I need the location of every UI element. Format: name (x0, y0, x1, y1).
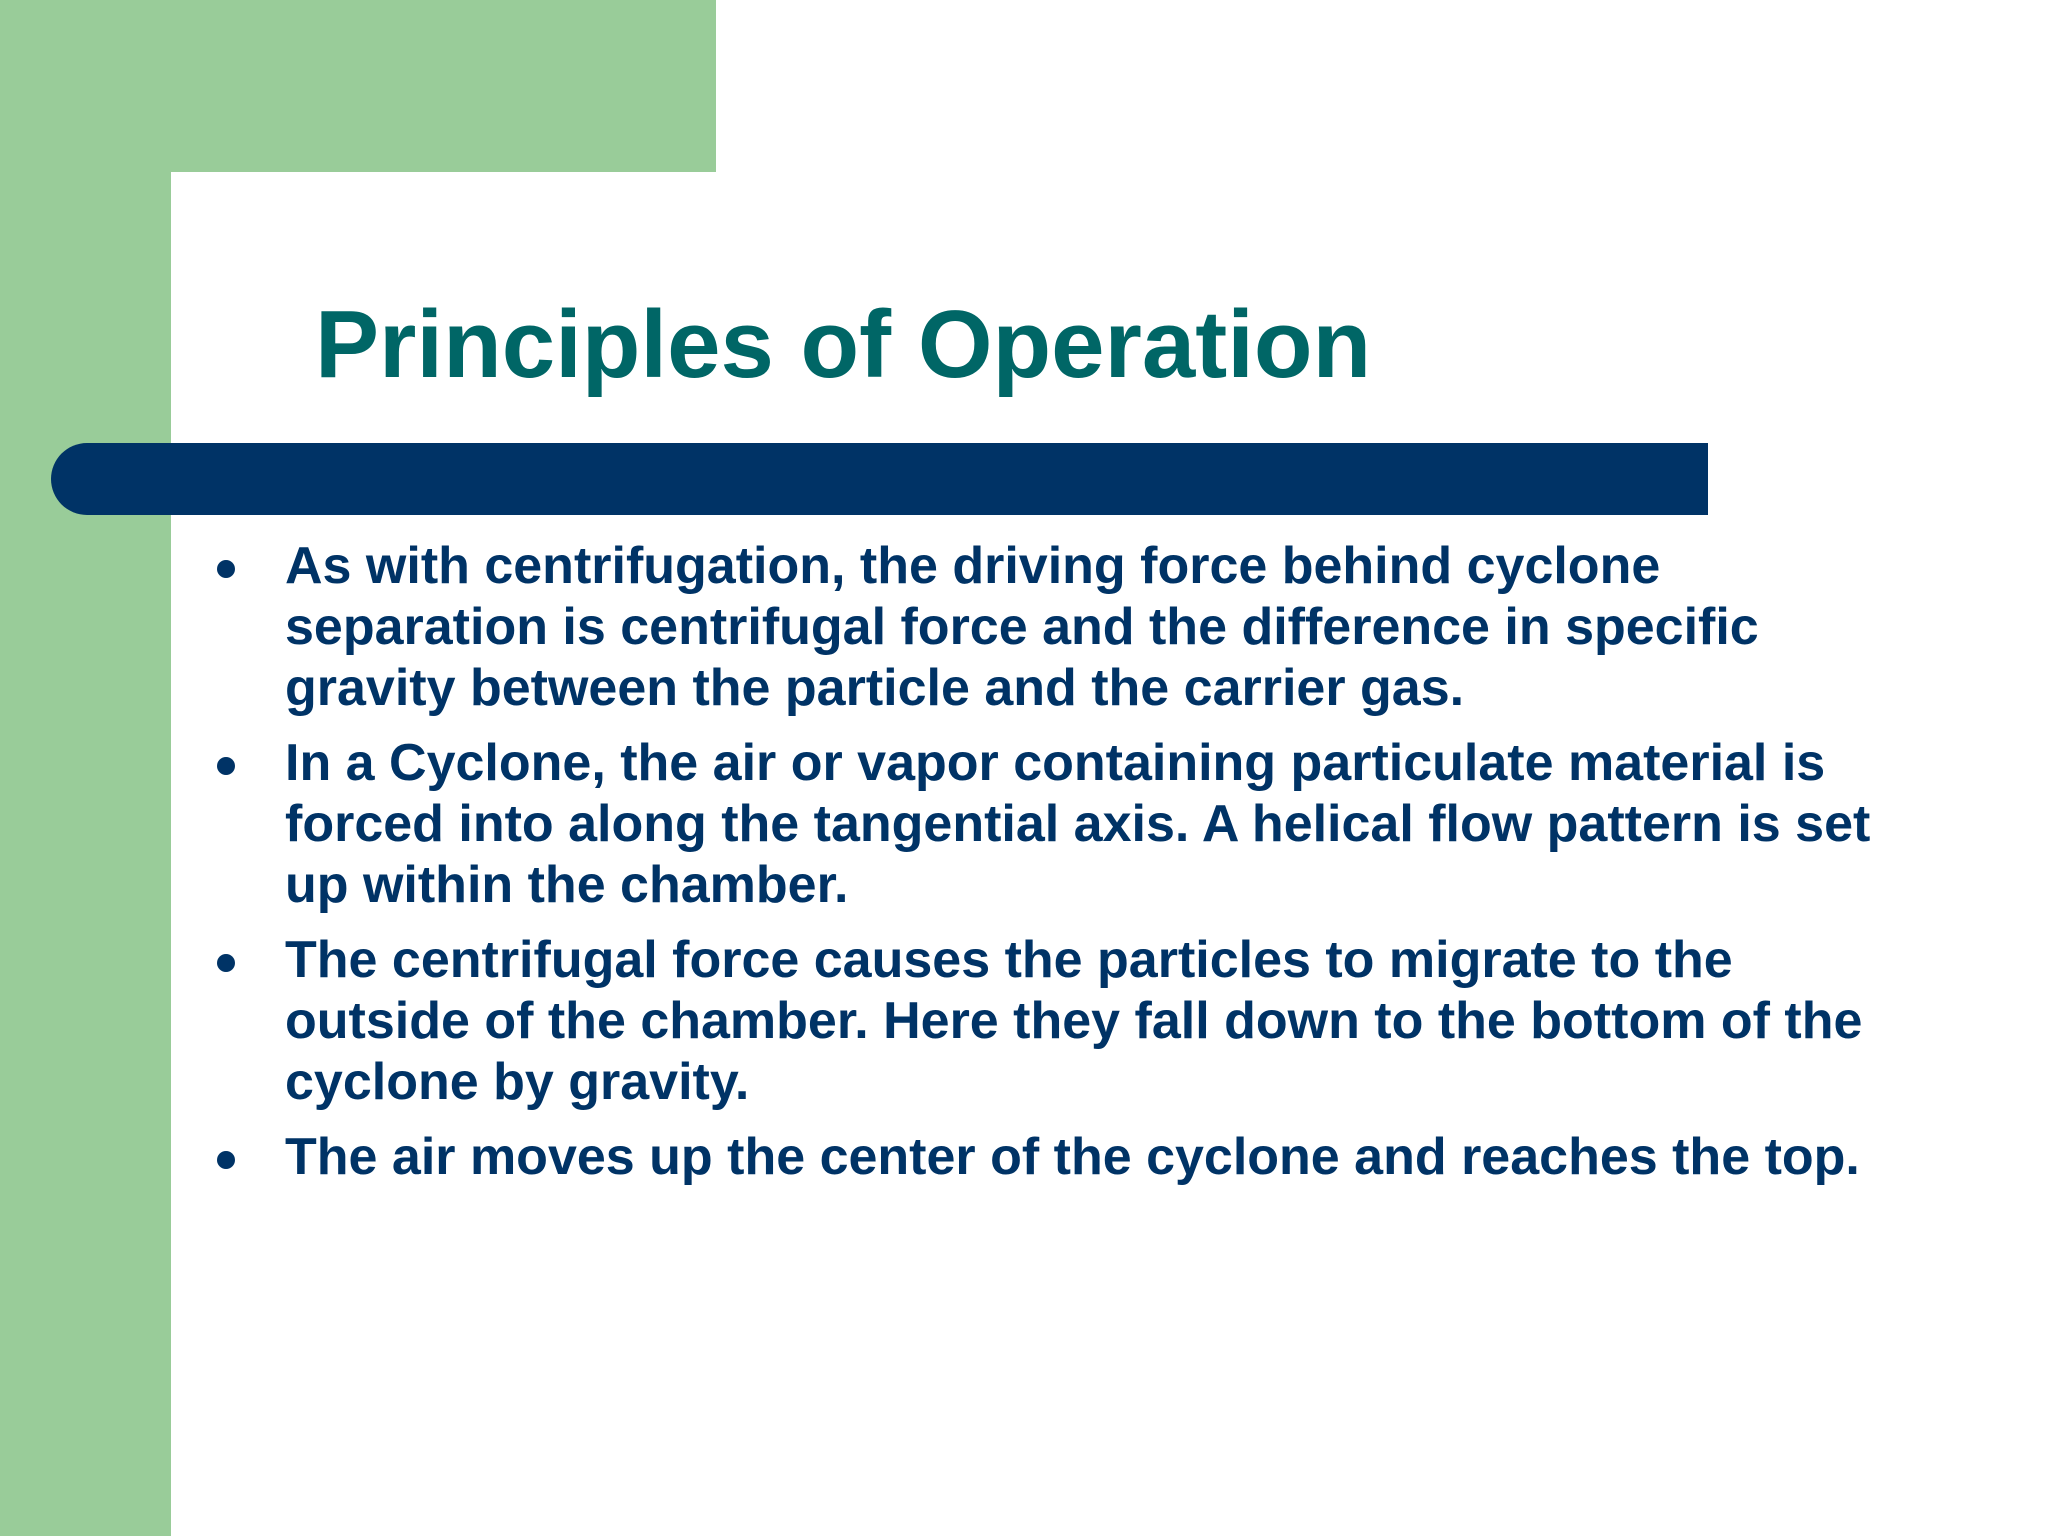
bullet-text: In a Cyclone, the air or vapor containing particulate material is forced into along the tangential axis. A helical flow pattern is set up within the chamber. (285, 734, 1871, 914)
slide-title: Principles of Operation (315, 291, 1372, 398)
bullet-item (205, 1127, 1905, 1188)
bullet-text: As with centrifugation, the driving force behind cyclone separation is centrifugal force and the difference in specific gravity between the particle and the carrier gas. (285, 537, 1759, 717)
bullet-list (205, 536, 1905, 1202)
bullet-text: The air moves up the center of the cyclone and reaches the top. (285, 1128, 1860, 1186)
bullet-dot-icon (217, 560, 235, 578)
bullet-item (205, 930, 1905, 1113)
bullet-dot-icon (217, 954, 235, 972)
bullet-item (205, 733, 1905, 916)
bullet-dot-icon (217, 757, 235, 775)
title-underline-bar (51, 443, 1708, 515)
green-side-stripe (0, 0, 171, 1536)
bullet-text: The centrifugal force causes the particles to migrate to the outside of the chamber. Here they fall down to the bottom of the cyclone by gravity. (285, 931, 1863, 1111)
bullet-dot-icon (217, 1151, 235, 1169)
bullet-item (205, 536, 1905, 719)
